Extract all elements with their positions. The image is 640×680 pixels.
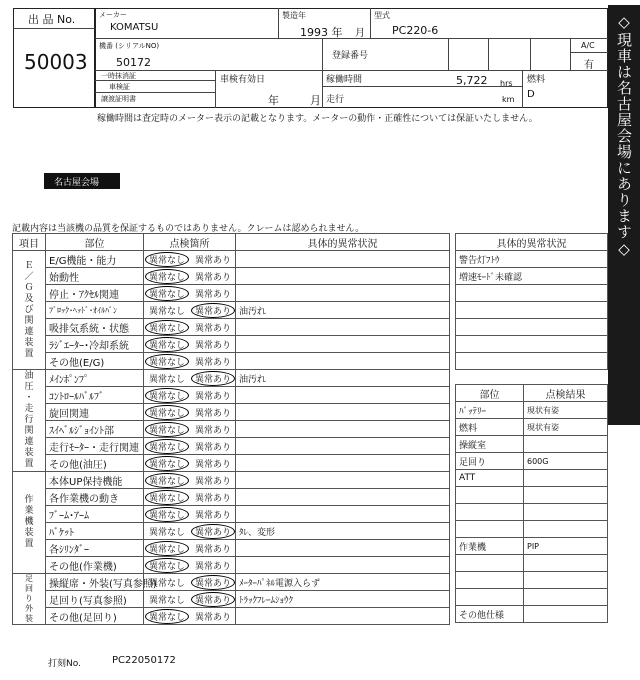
row-detail bbox=[236, 421, 450, 438]
status-none-label: 異常なし bbox=[148, 357, 185, 368]
ac-value: 有 bbox=[584, 60, 594, 71]
status-none-label: 異常なし bbox=[148, 493, 185, 504]
result-value bbox=[524, 470, 608, 487]
row-part: その他(足回り) bbox=[46, 608, 144, 625]
row-part: 足回り(写真参照) bbox=[46, 591, 144, 608]
travel-label: 走行 bbox=[326, 95, 345, 105]
group-label: 足 回 り 外 装 bbox=[13, 574, 46, 625]
group-label: 作 業 機 装 置 bbox=[13, 472, 46, 574]
status-some-label: 異常あり bbox=[194, 459, 231, 470]
result-part bbox=[456, 572, 524, 589]
result-value bbox=[524, 606, 608, 623]
detail-line bbox=[456, 353, 608, 370]
status-none-label: 異常なし bbox=[148, 459, 185, 470]
detail-panel-header: 具体的異常状況 bbox=[456, 234, 608, 251]
results-part-header: 部位 bbox=[456, 385, 524, 402]
col-item: 項目 bbox=[13, 234, 46, 251]
row-part: 各ｼﾘﾝﾀﾞｰ bbox=[46, 540, 144, 557]
fuel-value: D bbox=[527, 89, 535, 100]
status-none-label: 異常なし bbox=[148, 561, 185, 572]
status-some-label: 異常あり bbox=[194, 510, 231, 521]
selected-status-circle bbox=[145, 558, 189, 573]
status-some-label: 異常あり bbox=[194, 476, 231, 487]
selected-status-circle bbox=[145, 439, 189, 454]
result-value bbox=[524, 589, 608, 606]
serial-value: 50172 bbox=[116, 56, 151, 69]
location-text: ◇現車は名古屋会場にあります◇ bbox=[615, 13, 633, 259]
row-part: ﾌﾞｰﾑ･ｱｰﾑ bbox=[46, 506, 144, 523]
row-detail bbox=[236, 353, 450, 370]
status-none-label: 異常なし bbox=[148, 323, 185, 334]
selected-status-circle bbox=[191, 575, 235, 590]
row-part: 旋回関連 bbox=[46, 404, 144, 421]
result-value: 現状有姿 bbox=[524, 402, 608, 419]
status-none-label: 異常なし bbox=[148, 255, 185, 266]
row-detail bbox=[236, 608, 450, 625]
result-part bbox=[456, 487, 524, 504]
selected-status-circle bbox=[191, 524, 235, 539]
table-row bbox=[13, 455, 450, 472]
temp-cert-label: 一時抹消証 bbox=[101, 72, 136, 80]
table-row bbox=[13, 438, 450, 455]
model-label: 型式 bbox=[374, 11, 390, 20]
selected-status-circle bbox=[145, 286, 189, 301]
vehicle-cert-label: 車検証 bbox=[109, 83, 130, 91]
table-row bbox=[13, 285, 450, 302]
result-part bbox=[456, 504, 524, 521]
result-value bbox=[524, 555, 608, 572]
status-some-label: 異常あり bbox=[194, 408, 231, 419]
row-part: ﾌﾞﾛｯｸ･ﾍｯﾄﾞ･ｵｲﾙﾊﾟﾝ bbox=[46, 302, 144, 319]
selected-status-circle bbox=[145, 456, 189, 471]
row-part: ｺﾝﾄﾛｰﾙﾊﾞﾙﾌﾞ bbox=[46, 387, 144, 404]
registration-label: 登録番号 bbox=[332, 51, 369, 61]
col-detail: 具体的異常状況 bbox=[236, 234, 450, 251]
selected-status-circle bbox=[145, 269, 189, 284]
status-some-label: 異常あり bbox=[194, 561, 231, 572]
row-detail bbox=[236, 336, 450, 353]
selected-status-circle bbox=[145, 337, 189, 352]
selected-status-circle bbox=[191, 303, 235, 318]
row-detail bbox=[236, 455, 450, 472]
status-some-label: 異常あり bbox=[194, 391, 231, 402]
disclaimer: 稼働時間は査定時のメーター表示の記載となります。メーターの動作・正確性については保証いたしません。 bbox=[97, 114, 538, 124]
row-detail bbox=[236, 472, 450, 489]
row-part: 操縦席・外装(写真参照) bbox=[46, 574, 144, 591]
selected-status-circle bbox=[145, 490, 189, 505]
row-detail: 油汚れ bbox=[236, 370, 450, 387]
serial-label: 機番 (シリアルNO) bbox=[99, 42, 160, 50]
status-none-label: 異常なし bbox=[148, 374, 185, 385]
year-value: 1993 年 bbox=[300, 26, 343, 39]
table-row bbox=[13, 404, 450, 421]
row-part: ﾒｲﾝﾎﾟﾝﾌﾟ bbox=[46, 370, 144, 387]
transfer-cert-label: 譲渡証明書 bbox=[101, 95, 136, 103]
result-part: その他仕様 bbox=[456, 606, 524, 623]
row-detail bbox=[236, 285, 450, 302]
table-row bbox=[13, 421, 450, 438]
result-value bbox=[524, 436, 608, 453]
status-none-label: 異常なし bbox=[148, 289, 185, 300]
status-none-label: 異常なし bbox=[148, 612, 185, 623]
status-none-label: 異常なし bbox=[148, 510, 185, 521]
table-row bbox=[13, 268, 450, 285]
hours-label: 稼働時間 bbox=[326, 75, 363, 85]
row-detail: 油汚れ bbox=[236, 302, 450, 319]
status-none-label: 異常なし bbox=[148, 442, 185, 453]
col-check: 点検箇所 bbox=[144, 234, 236, 251]
lot-label: 出 品 No. bbox=[28, 13, 76, 26]
result-part: 作業機 bbox=[456, 538, 524, 555]
status-none-label: 異常なし bbox=[148, 527, 185, 538]
result-part bbox=[456, 589, 524, 606]
venue-tag bbox=[44, 173, 120, 189]
table-row bbox=[13, 608, 450, 625]
row-detail bbox=[236, 404, 450, 421]
inspection-year-unit: 年 bbox=[268, 94, 279, 107]
hours-unit: hrs bbox=[500, 79, 513, 88]
status-none-label: 異常なし bbox=[148, 391, 185, 402]
selected-status-circle bbox=[145, 252, 189, 267]
row-part: その他(E/G) bbox=[46, 353, 144, 370]
status-some-label: 異常あり bbox=[194, 289, 231, 300]
status-some-label: 異常あり bbox=[194, 306, 231, 317]
row-detail bbox=[236, 251, 450, 268]
selected-status-circle bbox=[145, 405, 189, 420]
table-row bbox=[13, 353, 450, 370]
row-detail bbox=[236, 489, 450, 506]
selected-status-circle bbox=[145, 388, 189, 403]
result-value bbox=[524, 504, 608, 521]
result-part: ATT bbox=[456, 470, 524, 487]
row-detail: ﾒｰﾀｰﾊﾟﾈﾙ電源入らず bbox=[236, 574, 450, 591]
status-some-label: 異常あり bbox=[194, 442, 231, 453]
row-part: 吸排気系統・状態 bbox=[46, 319, 144, 336]
result-part bbox=[456, 521, 524, 538]
row-part: 走行ﾓｰﾀｰ・走行関連 bbox=[46, 438, 144, 455]
selected-status-circle bbox=[191, 592, 235, 607]
row-detail bbox=[236, 319, 450, 336]
fuel-label: 燃料 bbox=[527, 75, 546, 85]
table-row bbox=[13, 387, 450, 404]
status-some-label: 異常あり bbox=[194, 323, 231, 334]
row-part: その他(油圧) bbox=[46, 455, 144, 472]
result-value bbox=[524, 521, 608, 538]
venue-label: 名古屋会場 bbox=[54, 178, 100, 188]
group-label: Ｅ ／ Ｇ 及 び 関 連 装 置 bbox=[13, 251, 46, 370]
km-unit: km bbox=[502, 95, 515, 104]
status-none-label: 異常なし bbox=[148, 595, 185, 606]
maker-value: KOMATSU bbox=[110, 22, 159, 33]
notice-text: 記載内容は当該機の品質を保証するものではありません。クレームは認められません。 bbox=[12, 224, 365, 234]
row-part: ﾊﾞｹｯﾄ bbox=[46, 523, 144, 540]
status-some-label: 異常あり bbox=[194, 357, 231, 368]
result-value bbox=[524, 487, 608, 504]
status-some-label: 異常あり bbox=[194, 612, 231, 623]
status-some-label: 異常あり bbox=[194, 340, 231, 351]
table-row bbox=[13, 506, 450, 523]
status-some-label: 異常あり bbox=[194, 272, 231, 283]
result-value: 600G bbox=[524, 453, 608, 470]
year-label: 製造年 bbox=[282, 11, 306, 20]
lot-number: 50003 bbox=[24, 50, 88, 74]
inspection-expiry-label: 車検有効日 bbox=[220, 75, 266, 85]
row-detail bbox=[236, 268, 450, 285]
row-detail bbox=[236, 387, 450, 404]
ac-label: A/C bbox=[581, 41, 595, 50]
result-value bbox=[524, 572, 608, 589]
selected-status-circle bbox=[145, 541, 189, 556]
row-part: 各作業機の動き bbox=[46, 489, 144, 506]
detail-line: 増速ﾓｰﾄﾞ未確認 bbox=[456, 268, 608, 285]
selected-status-circle bbox=[145, 507, 189, 522]
row-detail bbox=[236, 540, 450, 557]
status-none-label: 異常なし bbox=[148, 340, 185, 351]
stamp-label: 打刻No. bbox=[48, 659, 81, 669]
stamp-value: PC22050172 bbox=[112, 655, 176, 666]
status-none-label: 異常なし bbox=[148, 272, 185, 283]
results-result-header: 点検結果 bbox=[524, 385, 608, 402]
result-value: 現状有姿 bbox=[524, 419, 608, 436]
table-row bbox=[13, 472, 450, 489]
table-row bbox=[13, 319, 450, 336]
selected-status-circle bbox=[145, 422, 189, 437]
row-detail bbox=[236, 506, 450, 523]
selected-status-circle bbox=[145, 609, 189, 624]
status-some-label: 異常あり bbox=[194, 425, 231, 436]
result-part: 足回り bbox=[456, 453, 524, 470]
table-row bbox=[13, 251, 450, 268]
status-none-label: 異常なし bbox=[148, 476, 185, 487]
detail-panel bbox=[455, 233, 608, 370]
results-panel bbox=[455, 384, 608, 623]
row-part: E/G機能・能力 bbox=[46, 251, 144, 268]
detail-line bbox=[456, 285, 608, 302]
location-sidebar bbox=[608, 5, 640, 425]
selected-status-circle bbox=[191, 371, 235, 386]
inspection-month-unit: 月 bbox=[310, 94, 321, 107]
row-part: ｽｲﾍﾞﾙｼﾞｮｲﾝﾄ部 bbox=[46, 421, 144, 438]
detail-line: 警告灯ﾌﾄｳ bbox=[456, 251, 608, 268]
status-some-label: 異常あり bbox=[194, 544, 231, 555]
status-some-label: 異常あり bbox=[194, 527, 231, 538]
detail-line bbox=[456, 319, 608, 336]
row-detail: ﾀﾚ、変形 bbox=[236, 523, 450, 540]
status-some-label: 異常あり bbox=[194, 595, 231, 606]
status-some-label: 異常あり bbox=[194, 374, 231, 385]
row-part: 停止・ｱｸｾﾙ関連 bbox=[46, 285, 144, 302]
inspection-table bbox=[12, 233, 450, 625]
table-header-row bbox=[13, 234, 450, 251]
group-label: 油 圧 ・ 走 行 関 連 装 置 bbox=[13, 370, 46, 472]
status-none-label: 異常なし bbox=[148, 544, 185, 555]
result-value: PIP bbox=[524, 538, 608, 555]
detail-line bbox=[456, 336, 608, 353]
col-part: 部位 bbox=[46, 234, 144, 251]
status-some-label: 異常あり bbox=[194, 493, 231, 504]
hours-value: 5,722 bbox=[456, 74, 488, 87]
row-part: 本体UP保持機能 bbox=[46, 472, 144, 489]
result-part bbox=[456, 555, 524, 572]
row-detail bbox=[236, 557, 450, 574]
row-detail bbox=[236, 438, 450, 455]
row-part: その他(作業機) bbox=[46, 557, 144, 574]
status-some-label: 異常あり bbox=[194, 578, 231, 589]
detail-line bbox=[456, 302, 608, 319]
selected-status-circle bbox=[145, 473, 189, 488]
table-row bbox=[13, 489, 450, 506]
row-part: ﾗｼﾞｴｰﾀｰ･冷却系統 bbox=[46, 336, 144, 353]
status-none-label: 異常なし bbox=[148, 425, 185, 436]
table-row bbox=[13, 557, 450, 574]
status-some-label: 異常あり bbox=[194, 255, 231, 266]
status-none-label: 異常なし bbox=[148, 408, 185, 419]
result-part: 燃料 bbox=[456, 419, 524, 436]
status-none-label: 異常なし bbox=[148, 578, 185, 589]
selected-status-circle bbox=[145, 320, 189, 335]
row-detail: ﾄﾗｯｸﾌﾚｰﾑｼｮｳｸ bbox=[236, 591, 450, 608]
maker-label: メーカー bbox=[99, 11, 127, 19]
model-value: PC220-6 bbox=[392, 24, 439, 37]
table-row bbox=[13, 540, 450, 557]
table-row bbox=[13, 336, 450, 353]
result-part: ﾊﾞｯﾃﾘｰ bbox=[456, 402, 524, 419]
row-part: 始動性 bbox=[46, 268, 144, 285]
status-none-label: 異常なし bbox=[148, 306, 185, 317]
result-part: 操縦室 bbox=[456, 436, 524, 453]
selected-status-circle bbox=[145, 354, 189, 369]
year-month-suffix: 月 bbox=[355, 28, 365, 39]
